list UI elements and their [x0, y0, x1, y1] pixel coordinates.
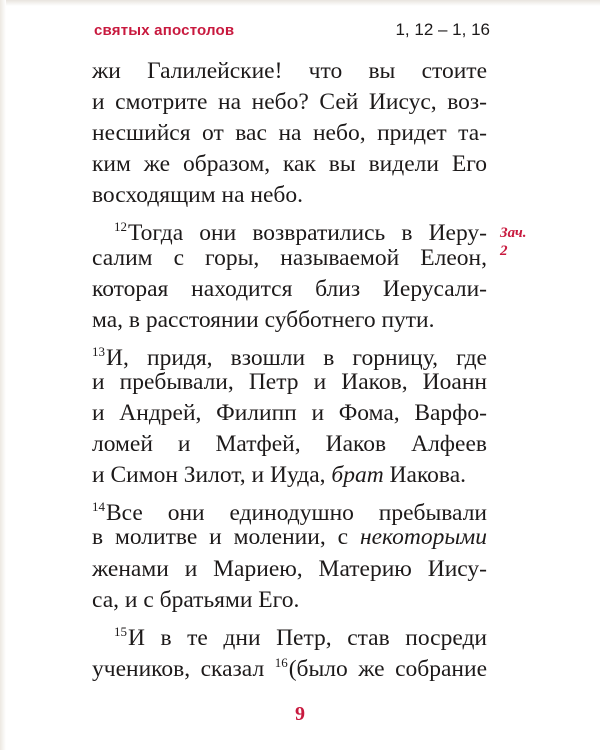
verse-number: 16 [274, 654, 288, 670]
line-text: Иакова. [389, 462, 467, 489]
line-text: Все они единодушно пребывали [106, 500, 487, 527]
page-edge [0, 0, 600, 6]
page-edge-left [0, 0, 6, 750]
line-text: учеников, сказал [92, 655, 265, 682]
text-line [92, 554, 487, 585]
line-text: И, придя, взошли в горницу, где [106, 344, 487, 371]
line-text: жи Галилейские! что вы стоите [92, 58, 487, 84]
text-line [92, 398, 487, 429]
line-text: которая находится близ Иерусали- [92, 275, 487, 302]
page-number: 9 [295, 703, 305, 725]
line-text: ломей и Матфей, Иаков Алфеев [92, 431, 487, 458]
scripture-text [92, 56, 488, 682]
text-line [92, 616, 487, 651]
text-line [92, 211, 487, 247]
line-text: Тогда они возвратились в Иеру- [128, 220, 487, 247]
text-line [92, 305, 487, 336]
text-line [92, 367, 487, 398]
text-line [92, 647, 488, 682]
verse-number: 14 [92, 499, 105, 515]
line-text: и смотрите на небо? Сей Иисус, воз- [92, 89, 487, 116]
margin-reading-note [500, 224, 527, 260]
text-line [92, 429, 487, 460]
text-line [92, 274, 487, 305]
line-text: в молитве и молении, с [92, 524, 349, 551]
text-line [92, 243, 487, 274]
text-line [92, 56, 487, 87]
italic-word: брат [331, 462, 384, 489]
line-text: женами и Мариею, Материю Иису- [92, 555, 487, 582]
verse-number: 12 [114, 219, 127, 235]
verse-number: 13 [92, 343, 105, 359]
text-line [92, 118, 487, 149]
text-line [92, 149, 487, 180]
text-line [92, 522, 487, 553]
text-line [92, 87, 487, 118]
line-text: (было же собрание [288, 655, 488, 682]
running-header-title: святых апостолов [94, 22, 235, 39]
line-text: и Андрей, Филипп и Фома, Варфо- [92, 400, 487, 427]
line-text: и пребывали, Петр и Иаков, Иоанн [92, 368, 487, 395]
line-text: салим с горы, называемой Елеон, [92, 244, 487, 271]
italic-word: некоторыми [359, 524, 488, 551]
verse-number: 15 [114, 623, 127, 639]
reading-number: 2 [500, 243, 508, 259]
line-text: ким же образом, как вы видели Его [92, 151, 487, 178]
text-line [92, 585, 487, 616]
text-line [92, 180, 487, 211]
line-text: ма, в расстоянии субботнего пути. [92, 306, 435, 333]
text-line [92, 336, 487, 371]
line-text: и Симон Зилот, и Иуда, [92, 462, 326, 489]
text-line [92, 460, 487, 491]
text-line [92, 491, 487, 527]
chapter-verse-reference: 1, 12 – 1, 16 [395, 20, 490, 39]
line-text: несшийся от вас на небо, придет та- [92, 120, 487, 147]
reading-label: Зач. [500, 225, 527, 241]
line-text: восходящим на небо. [92, 182, 303, 209]
line-text: са, и с братьями Его. [92, 586, 300, 613]
line-text: И в те дни Петр, став посреди [128, 624, 487, 651]
